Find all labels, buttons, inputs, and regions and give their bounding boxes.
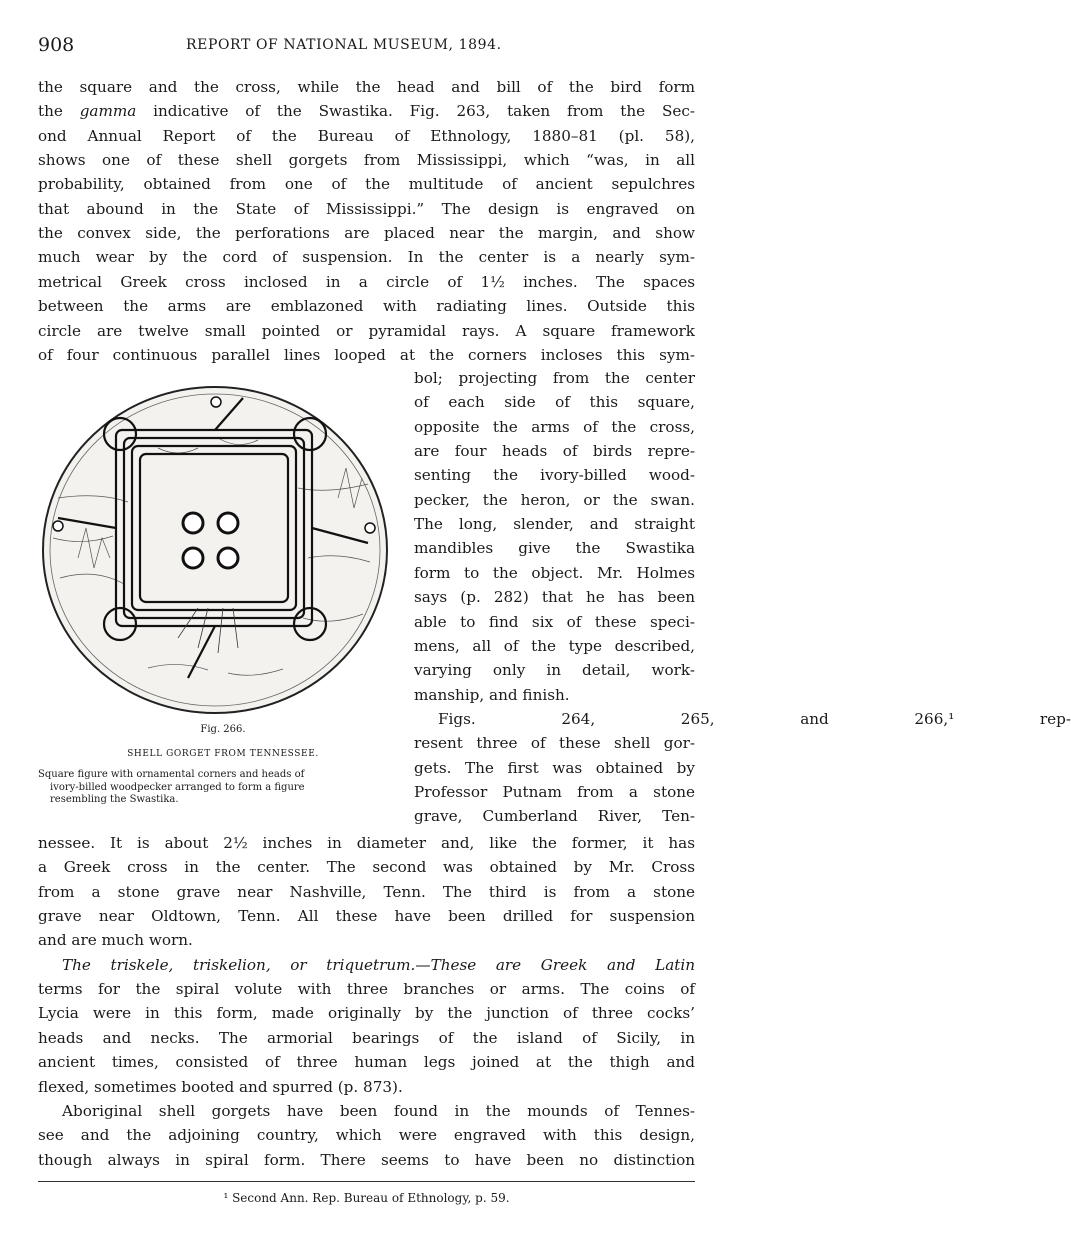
text-line: from a stone grave near Nashville, Tenn. The third is from a stone	[38, 882, 695, 901]
text-line: senting the ivory-billed wood-	[414, 466, 695, 485]
text-line: terms for the spiral volute with three branches or arms. The coins of	[38, 980, 695, 999]
caption-line: ivory-billed woodpecker arranged to form a figure	[50, 781, 305, 793]
text-line: metrical Greek cross inclosed in a circle of 1½ inches. The spaces	[38, 272, 695, 291]
text-line: are four heads of birds repre-	[414, 442, 695, 461]
text-line: Figs. 264, 265, and 266,¹ rep-	[438, 709, 1071, 728]
text-line: The long, slender, and straight	[414, 515, 695, 534]
text-line: circle are twelve small pointed or pyramidal rays. A square framework	[38, 321, 695, 340]
shell-gorget-illustration	[38, 378, 392, 718]
text-line: between the arms are emblazoned with radiating lines. Outside this	[38, 297, 695, 316]
text-line: that abound in the State of Mississippi.” The design is engraved on	[38, 199, 695, 218]
text-line: flexed, sometimes booted and spurred (p. 873).	[38, 1077, 403, 1096]
text-line: ond Annual Report of the Bureau of Ethnology, 1880–81 (pl. 58),	[38, 126, 695, 145]
page-header	[38, 34, 698, 58]
text-line: a Greek cross in the center. The second was obtained by Mr. Cross	[38, 858, 695, 877]
footnote-rule	[38, 1181, 695, 1182]
text-line: says (p. 282) that he has been	[414, 588, 695, 607]
text-line: grave, Cumberland River, Ten-	[414, 807, 695, 826]
text-line: the convex side, the perforations are placed near the margin, and show	[38, 224, 695, 243]
figure-number: Fig. 266.	[200, 724, 246, 735]
text-line: mens, all of the type described,	[414, 636, 695, 655]
figure-caption	[38, 769, 408, 807]
text-line: of each side of this square,	[414, 393, 695, 412]
text-line: opposite the arms of the cross,	[414, 417, 695, 436]
footnote: ¹ Second Ann. Rep. Bureau of Ethnology, p. 59.	[223, 1191, 510, 1205]
text-line: bol; projecting from the center	[414, 369, 695, 387]
text-line: pecker, the heron, or the swan.	[414, 490, 695, 509]
figure-title: SHELL GORGET FROM TENNESSEE.	[127, 749, 319, 759]
text-line: Professor Putnam from a stone	[414, 782, 695, 801]
text-line: ancient times, consisted of three human legs joined at the thigh and	[38, 1053, 695, 1072]
text-line: resent three of these shell gor-	[414, 734, 695, 753]
text-line: much wear by the cord of suspension. In the center is a nearly sym-	[38, 248, 695, 267]
running-head: REPORT OF NATIONAL MUSEUM, 1894.	[186, 37, 502, 53]
text-line: gets. The first was obtained by	[414, 758, 695, 777]
text-line: mandibles give the Swastika	[414, 539, 695, 558]
caption-line: resembling the Swastika.	[50, 794, 179, 805]
page-number: 908	[38, 34, 75, 56]
text-line: Lycia were in this form, made originally by the junction of three cocks’	[38, 1004, 695, 1023]
text-line: nessee. It is about 2½ inches in diameter and, like the former, it has	[38, 834, 695, 852]
text-line: of four continuous parallel lines looped at the corners incloses this sym-	[38, 345, 695, 364]
text-line: manship, and finish.	[414, 685, 570, 704]
text-line: able to find six of these speci-	[414, 612, 695, 631]
text-line: shows one of these shell gorgets from Mississippi, which “was, in all	[38, 151, 695, 170]
text-line: grave near Oldtown, Tenn. All these have been drilled for suspension	[38, 907, 695, 926]
text-line: see and the adjoining country, which were engraved with this design,	[38, 1126, 695, 1145]
text-line: the gamma indicative of the Swastika. Fig. 263, taken from the Sec-	[38, 102, 695, 121]
text-line: though always in spiral form. There seems to have been no distinction	[38, 1150, 695, 1169]
text-line: varying only in detail, work-	[414, 661, 695, 680]
caption-line: Square figure with ornamental corners and heads of	[38, 769, 305, 780]
text-line: The triskele, triskelion, or triquetrum.—These are Greek and Latin	[62, 955, 695, 974]
text-line: Aboriginal shell gorgets have been found in the mounds of Tennes-	[62, 1101, 695, 1120]
text-line: heads and necks. The armorial bearings of the island of Sicily, in	[38, 1028, 695, 1047]
text-line: the square and the cross, while the head and bill of the bird form	[38, 78, 695, 96]
text-line: and are much worn.	[38, 931, 193, 950]
text-line: form to the object. Mr. Holmes	[414, 563, 695, 582]
text-line: probability, obtained from one of the multitude of ancient sepulchres	[38, 175, 695, 194]
